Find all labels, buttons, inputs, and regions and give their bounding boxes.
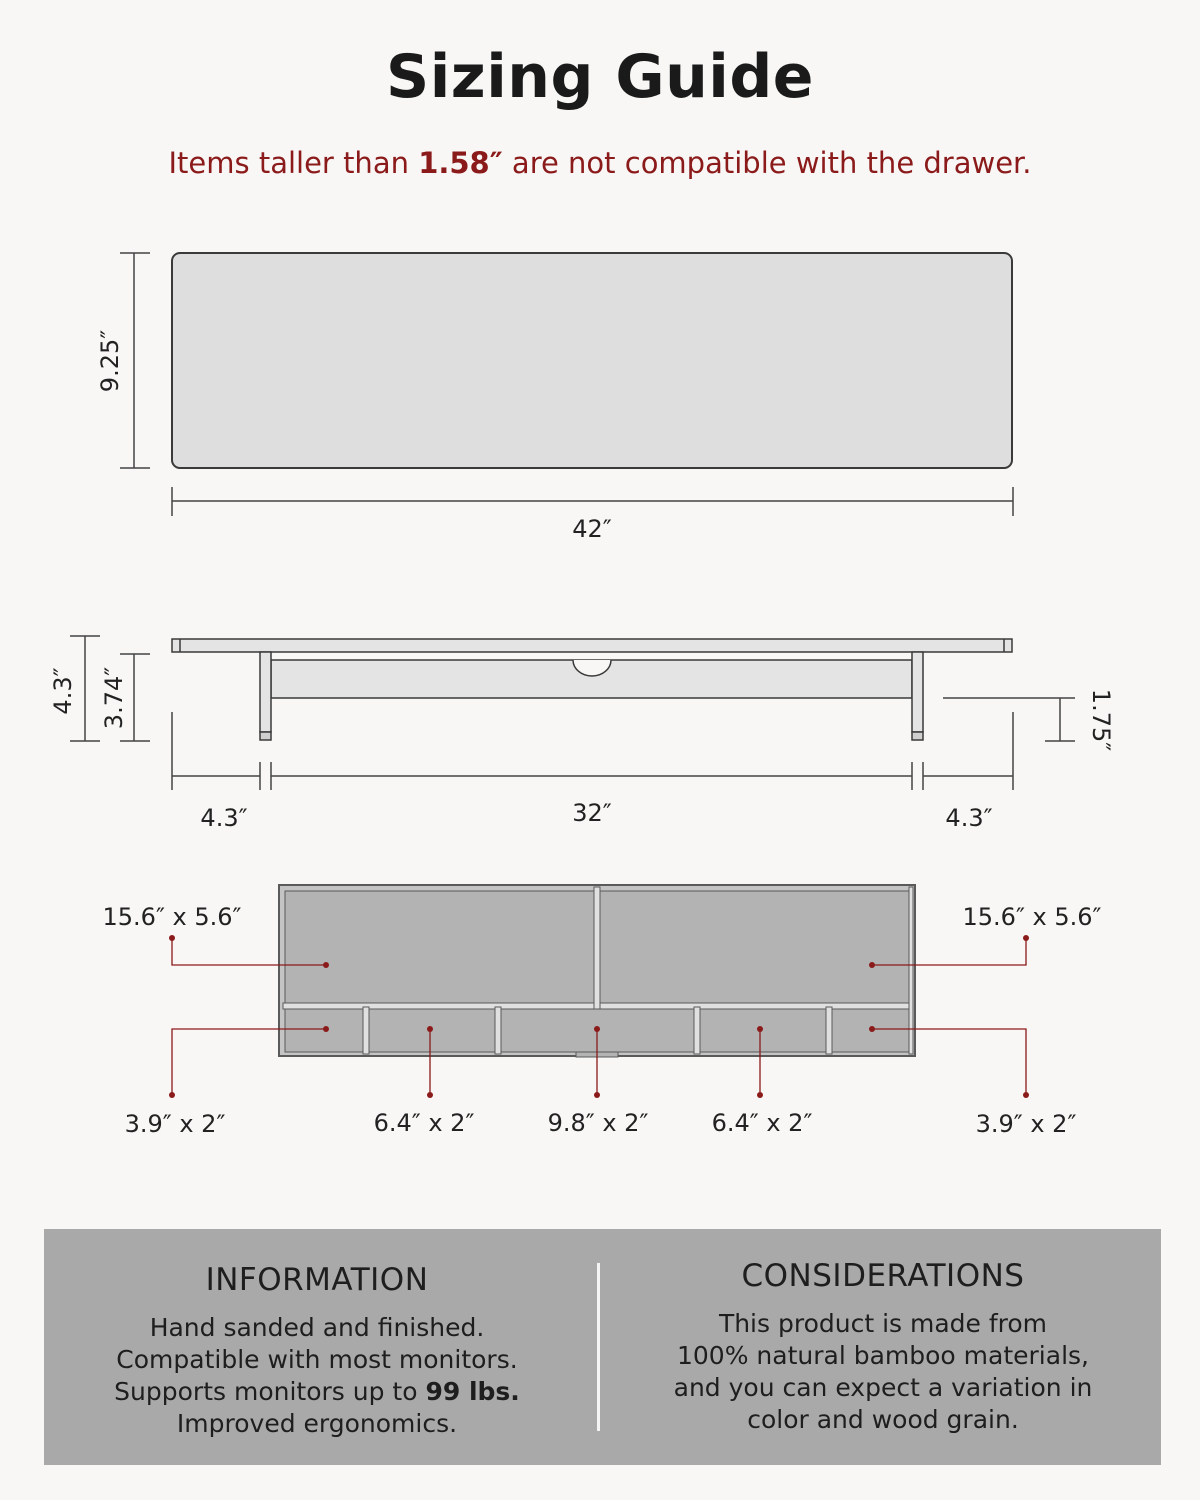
top-width-label: 42″ <box>572 515 612 543</box>
considerations-line: This product is made from <box>718 1309 1048 1338</box>
left-foot <box>260 732 271 740</box>
top-view <box>96 253 1013 543</box>
compartment-top-right <box>600 891 909 1003</box>
bottom-compartment-1-label: 3.9″ x 2″ <box>124 1110 226 1138</box>
top-height-label: 9.25″ <box>96 329 124 393</box>
right-overhang-label: 4.3″ <box>945 804 993 832</box>
drawer-clearance-label: 1.75″ <box>1087 688 1115 752</box>
max-item-height: 1.58″ <box>418 146 503 180</box>
compatibility-note-post: are not compatible with the drawer. <box>502 146 1032 180</box>
drawer-view <box>103 885 1102 1138</box>
drawer-clearance-dimension <box>943 698 1075 741</box>
weight-capacity-pre: Supports monitors up to <box>114 1377 426 1406</box>
compartment-top-left <box>285 891 594 1003</box>
panel-divider <box>597 1263 600 1431</box>
compatibility-note-pre: Items taller than <box>168 146 419 180</box>
considerations-line: 100% natural bamboo materials, <box>677 1341 1089 1370</box>
right-leg <box>912 652 923 732</box>
information-line: Compatible with most monitors. <box>116 1345 518 1374</box>
side-view <box>49 636 1115 832</box>
shelf-top-outline <box>172 253 1012 468</box>
shelf-board <box>172 639 1012 652</box>
top-width-dimension <box>172 487 1013 516</box>
weight-capacity-value: 99 lbs. <box>425 1377 520 1406</box>
considerations-line: and you can expect a variation in <box>673 1373 1093 1402</box>
leg-span-label: 32″ <box>572 799 612 827</box>
compartment-bottom-4 <box>700 1009 826 1052</box>
information-line <box>47 1376 587 1408</box>
side-width-dimensions <box>172 712 1013 790</box>
top-right-compartment-label: 15.6″ x 5.6″ <box>962 903 1102 931</box>
bottom-compartment-3-label: 9.8″ x 2″ <box>547 1109 649 1137</box>
top-height-dimension <box>120 253 150 468</box>
side-total-height-label: 4.3″ <box>49 667 77 715</box>
considerations-line: color and wood grain. <box>747 1405 1019 1434</box>
left-overhang-label: 4.3″ <box>200 804 248 832</box>
considerations-section <box>613 1229 1153 1436</box>
considerations-heading: CONSIDERATIONS <box>741 1258 1025 1294</box>
right-foot <box>912 732 923 740</box>
bottom-compartment-4-label: 6.4″ x 2″ <box>711 1109 813 1137</box>
information-line: Improved ergonomics. <box>176 1409 458 1438</box>
bottom-compartment-2-label: 6.4″ x 2″ <box>373 1109 475 1137</box>
page-title: Sizing Guide <box>386 42 814 112</box>
information-section <box>47 1229 587 1440</box>
information-heading: INFORMATION <box>205 1262 429 1298</box>
side-leg-height-label: 3.74″ <box>100 666 128 730</box>
bottom-compartment-5-label: 3.9″ x 2″ <box>975 1110 1077 1138</box>
left-leg <box>260 652 271 732</box>
top-left-compartment-label: 15.6″ x 5.6″ <box>102 903 242 931</box>
info-panel <box>44 1229 1161 1465</box>
information-line: Hand sanded and finished. <box>149 1313 485 1342</box>
